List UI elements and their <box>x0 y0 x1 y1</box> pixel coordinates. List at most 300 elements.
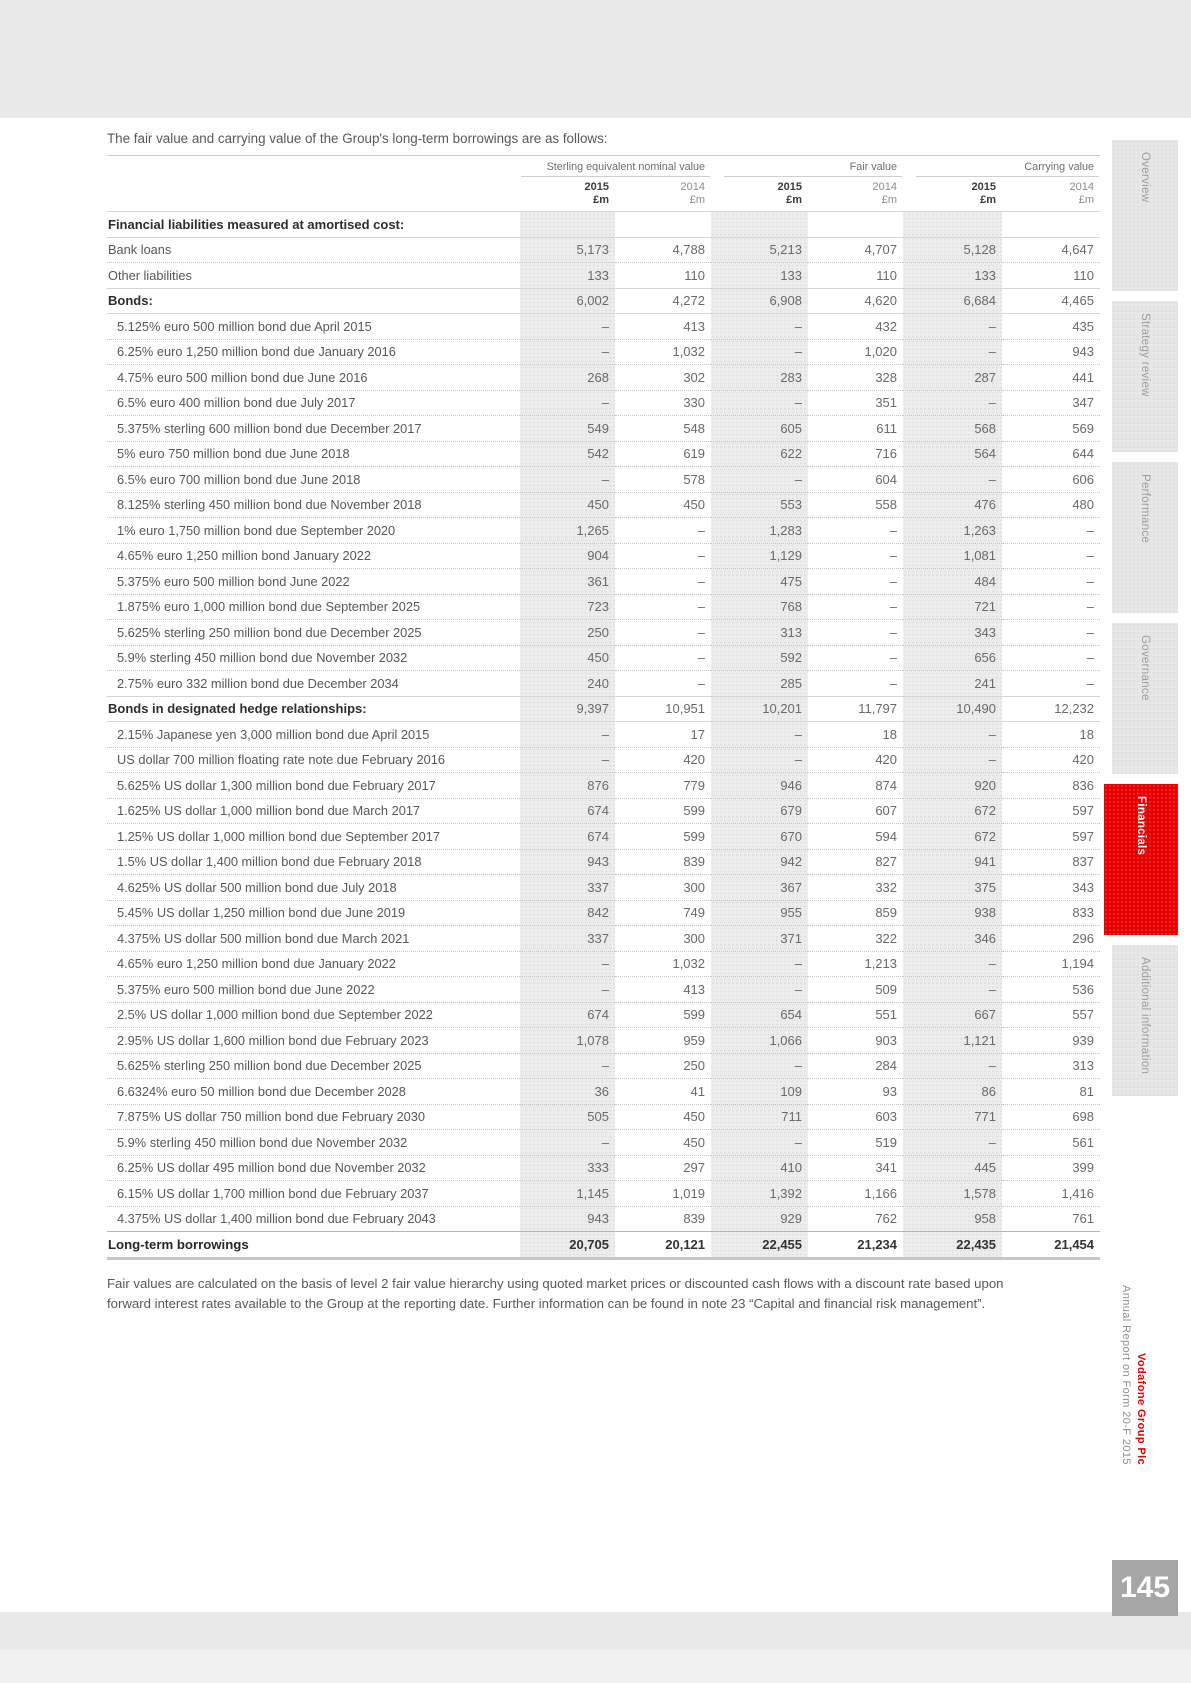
cell-value: 450 <box>615 1130 711 1156</box>
cell-value: – <box>615 543 711 569</box>
cell-value <box>808 212 903 238</box>
cell-value: 12,232 <box>1002 696 1100 722</box>
table-row <box>107 951 1100 977</box>
cell-value: – <box>711 1053 808 1079</box>
table-row <box>107 543 1100 569</box>
row-label: 5.375% euro 500 million bond June 2022 <box>107 569 520 595</box>
cell-value: 11,797 <box>808 696 903 722</box>
cell-value: 942 <box>711 849 808 875</box>
row-label: 2.95% US dollar 1,600 million bond due February 2023 <box>107 1028 520 1054</box>
cell-value: 599 <box>615 1002 711 1028</box>
cell-value: 450 <box>615 492 711 518</box>
cell-value: 943 <box>520 1206 615 1232</box>
row-label: 1.625% US dollar 1,000 million bond due March 2017 <box>107 798 520 824</box>
page-number-badge <box>1112 1560 1178 1616</box>
cell-value: – <box>1002 620 1100 646</box>
cell-value: 557 <box>1002 1002 1100 1028</box>
cell-value <box>903 212 1002 238</box>
cell-value: 827 <box>808 849 903 875</box>
row-label: 4.375% US dollar 1,400 million bond due February 2043 <box>117 1211 436 1227</box>
row-label: Long-term borrowings <box>107 1232 520 1259</box>
row-label: 5.625% sterling 250 million bond due December 2025 <box>107 620 520 646</box>
cell-value: 283 <box>711 365 808 391</box>
cell-value: 842 <box>520 900 615 926</box>
tab-additional-information <box>1112 945 1178 1096</box>
cell-value: 779 <box>615 773 711 799</box>
cell-value <box>520 212 615 238</box>
cell-value: 337 <box>520 926 615 952</box>
cell-value: 20,705 <box>520 1232 615 1259</box>
row-label: 8.125% sterling 450 million bond due November 2018 <box>107 492 520 518</box>
tab-label: Strategy review <box>1139 313 1151 397</box>
row-label: 2.15% Japanese yen 3,000 million bond due April 2015 <box>107 722 520 748</box>
cell-value: – <box>808 645 903 671</box>
cell-value: – <box>711 747 808 773</box>
table-row <box>107 416 1100 442</box>
cell-value: 721 <box>903 594 1002 620</box>
row-label: Other liabilities <box>107 263 520 289</box>
cell-value: 333 <box>520 1155 615 1181</box>
cell-value: 874 <box>808 773 903 799</box>
cell-value: 551 <box>808 1002 903 1028</box>
cell-value: 296 <box>1002 926 1100 952</box>
cell-value: – <box>1002 645 1100 671</box>
cell-value: 4,788 <box>615 237 711 263</box>
cell-value: 604 <box>808 467 903 493</box>
table-row <box>107 1104 1100 1130</box>
cell-value: 1,032 <box>615 951 711 977</box>
cell-value: 133 <box>520 263 615 289</box>
cell-value: 322 <box>808 926 903 952</box>
cell-value: 839 <box>615 849 711 875</box>
tab-financials <box>1104 784 1178 935</box>
cell-value: 4,272 <box>615 288 711 314</box>
cell-value: 4,465 <box>1002 288 1100 314</box>
cell-value: 611 <box>808 416 903 442</box>
cell-value: 21,234 <box>808 1232 903 1259</box>
table-row <box>107 288 1100 314</box>
cell-value: 268 <box>520 365 615 391</box>
year-header: 2015 £m <box>903 178 1002 212</box>
cell-value: – <box>903 722 1002 748</box>
cell-value: – <box>903 339 1002 365</box>
cell-value: 22,435 <box>903 1232 1002 1259</box>
table-row <box>107 492 1100 518</box>
cell-value: 558 <box>808 492 903 518</box>
cell-value: – <box>808 569 903 595</box>
cell-value: 6,002 <box>520 288 615 314</box>
cell-value: 837 <box>1002 849 1100 875</box>
group-header-label: Carrying value <box>916 157 1099 177</box>
table-row <box>107 1053 1100 1079</box>
row-label: 4.65% euro 1,250 million bond January 2022 <box>107 543 520 569</box>
cell-value: 1,121 <box>903 1028 1002 1054</box>
cell-value: 410 <box>711 1155 808 1181</box>
cell-value: – <box>615 645 711 671</box>
cell-value: 133 <box>711 263 808 289</box>
row-label: 2.75% euro 332 million bond due December 2034 <box>107 671 520 697</box>
cell-value: 343 <box>1002 875 1100 901</box>
cell-value: 505 <box>520 1104 615 1130</box>
table-row <box>107 926 1100 952</box>
cell-value: 10,951 <box>615 696 711 722</box>
row-label: 5.125% euro 500 million bond due April 2015 <box>107 314 520 340</box>
cell-value: 606 <box>1002 467 1100 493</box>
cell-value: – <box>520 339 615 365</box>
cell-value: 592 <box>711 645 808 671</box>
table-row <box>107 1232 1100 1259</box>
cell-value: 622 <box>711 441 808 467</box>
cell-value: 578 <box>615 467 711 493</box>
cell-value: 674 <box>520 1002 615 1028</box>
cell-value: – <box>520 977 615 1003</box>
cell-value: 86 <box>903 1079 1002 1105</box>
cell-value: 9,397 <box>520 696 615 722</box>
group-header-fair-value <box>711 156 903 179</box>
cell-value: 5,128 <box>903 237 1002 263</box>
cell-value: – <box>520 747 615 773</box>
cell-value: 943 <box>1002 339 1100 365</box>
cell-value: 420 <box>1002 747 1100 773</box>
table-row <box>107 441 1100 467</box>
cell-value: 564 <box>903 441 1002 467</box>
row-label: Bonds: <box>107 288 520 314</box>
cell-value: 20,121 <box>615 1232 711 1259</box>
year-header-row <box>107 178 1100 212</box>
footnote-text: Fair values are calculated on the basis of level 2 fair value hierarchy using quoted market prices or discounted cash flows with a discount rate based upon forward interest rates available to the Group at the reporting date. Further information can be found in note 23 “Capital and financial risk management”. <box>107 1275 1004 1312</box>
cell-value: 943 <box>520 849 615 875</box>
row-label: Bonds in designated hedge relationships: <box>107 696 520 722</box>
cell-value: 475 <box>711 569 808 595</box>
row-label: 1.875% euro 1,000 million bond due September 2025 <box>107 594 520 620</box>
tab-label: Governance <box>1139 635 1151 701</box>
cell-value: 536 <box>1002 977 1100 1003</box>
cell-value: 6,908 <box>711 288 808 314</box>
row-label: 6.15% US dollar 1,700 million bond due February 2037 <box>107 1181 520 1207</box>
table-row <box>107 339 1100 365</box>
row-label: 2.5% US dollar 1,000 million bond due September 2022 <box>107 1002 520 1028</box>
table-row <box>107 900 1100 926</box>
cell-value: – <box>615 671 711 697</box>
row-label: Financial liabilities measured at amortised cost: <box>107 212 520 238</box>
cell-value: 672 <box>903 798 1002 824</box>
table-row <box>107 518 1100 544</box>
cell-value: – <box>615 518 711 544</box>
cell-value: 597 <box>1002 824 1100 850</box>
cell-value: 605 <box>711 416 808 442</box>
cell-value: 480 <box>1002 492 1100 518</box>
cell-value: 420 <box>615 747 711 773</box>
table-row <box>107 671 1100 697</box>
cell-value: 450 <box>615 1104 711 1130</box>
cell-value: 1,265 <box>520 518 615 544</box>
table-row <box>107 977 1100 1003</box>
borrowings-table-body <box>107 212 1100 1259</box>
page-number: 145 <box>1119 1571 1171 1604</box>
cell-value: 619 <box>615 441 711 467</box>
cell-value: 599 <box>615 824 711 850</box>
cell-value: – <box>711 977 808 1003</box>
cell-value: 519 <box>808 1130 903 1156</box>
cell-value: 284 <box>808 1053 903 1079</box>
cell-value: – <box>808 518 903 544</box>
cell-value: 833 <box>1002 900 1100 926</box>
year-header: 2014 £m <box>808 178 903 212</box>
cell-value: 367 <box>711 875 808 901</box>
cell-value: 18 <box>1002 722 1100 748</box>
cell-value: 929 <box>711 1206 808 1232</box>
cell-value: 81 <box>1002 1079 1100 1105</box>
row-label: 4.75% euro 500 million bond due June 2016 <box>107 365 520 391</box>
table-row <box>107 798 1100 824</box>
cell-value: 93 <box>808 1079 903 1105</box>
cell-value: 241 <box>903 671 1002 697</box>
group-header-label: Fair value <box>724 157 902 177</box>
table-row <box>107 1028 1100 1054</box>
row-label: 6.5% euro 400 million bond due July 2017 <box>107 390 520 416</box>
cell-value: 654 <box>711 1002 808 1028</box>
year-header: 2015 £m <box>711 178 808 212</box>
cell-value: 399 <box>1002 1155 1100 1181</box>
cell-value: – <box>903 1130 1002 1156</box>
empty-header <box>107 178 520 212</box>
cell-value: 484 <box>903 569 1002 595</box>
row-label: Bank loans <box>107 237 520 263</box>
cell-value: – <box>903 314 1002 340</box>
table-row <box>107 212 1100 238</box>
cell-value: 133 <box>903 263 1002 289</box>
cell-value: 1,283 <box>711 518 808 544</box>
bottom-band-light <box>0 1650 1191 1683</box>
cell-value: 670 <box>711 824 808 850</box>
cell-value: 903 <box>808 1028 903 1054</box>
cell-value: – <box>711 314 808 340</box>
cell-value: 450 <box>520 492 615 518</box>
cell-value: 10,490 <box>903 696 1002 722</box>
cell-value: 1,416 <box>1002 1181 1100 1207</box>
row-label: 5% euro 750 million bond due June 2018 <box>107 441 520 467</box>
cell-value: 441 <box>1002 365 1100 391</box>
cell-value: – <box>520 951 615 977</box>
cell-value: 1,129 <box>711 543 808 569</box>
cell-value: – <box>520 314 615 340</box>
cell-value: 5,173 <box>520 237 615 263</box>
cell-value: 674 <box>520 824 615 850</box>
row-label: 4.65% euro 1,250 million bond due January 2022 <box>107 951 520 977</box>
cell-value: 679 <box>711 798 808 824</box>
tab-label: Additional information <box>1139 957 1151 1075</box>
tab-governance <box>1112 623 1178 774</box>
cell-value: 542 <box>520 441 615 467</box>
cell-value: 1,392 <box>711 1181 808 1207</box>
cell-value: 698 <box>1002 1104 1100 1130</box>
brand-name-vertical: Vodafone Group Plc <box>1135 1352 1147 1465</box>
table-row <box>107 569 1100 595</box>
main-content <box>107 131 1100 1328</box>
table-row <box>107 467 1100 493</box>
cell-value: 351 <box>808 390 903 416</box>
cell-value: 413 <box>615 314 711 340</box>
cell-value: 1,081 <box>903 543 1002 569</box>
cell-value: 768 <box>711 594 808 620</box>
cell-value: 549 <box>520 416 615 442</box>
cell-value: 762 <box>875 1211 898 1227</box>
cell-value: 476 <box>903 492 1002 518</box>
cell-value: 343 <box>903 620 1002 646</box>
cell-value: 1,578 <box>903 1181 1002 1207</box>
table-row <box>107 1002 1100 1028</box>
tab-label: Financials <box>1135 796 1147 856</box>
cell-value: 240 <box>520 671 615 697</box>
cell-value: 1,078 <box>520 1028 615 1054</box>
vertical-footer <box>1120 1280 1147 1465</box>
cell-value: – <box>903 951 1002 977</box>
row-label: 5.9% sterling 450 million bond due November 2032 <box>107 1130 520 1156</box>
cell-value: 958 <box>903 1206 1002 1232</box>
cell-value: 22,455 <box>711 1232 808 1259</box>
cell-value: 300 <box>615 926 711 952</box>
cell-value: 569 <box>1002 416 1100 442</box>
table-row <box>107 1079 1100 1105</box>
cell-value: 330 <box>615 390 711 416</box>
cell-value: 656 <box>903 645 1002 671</box>
cell-value: 4,620 <box>808 288 903 314</box>
table-row <box>107 390 1100 416</box>
cell-value: 5,213 <box>711 237 808 263</box>
cell-value: 110 <box>615 263 711 289</box>
table-row <box>107 237 1100 263</box>
table-row <box>107 263 1100 289</box>
cell-value: 859 <box>808 900 903 926</box>
cell-value: – <box>903 977 1002 1003</box>
cell-value: 568 <box>903 416 1002 442</box>
cell-value: 250 <box>615 1053 711 1079</box>
cell-value: 1,166 <box>808 1181 903 1207</box>
cell-value: 1,213 <box>808 951 903 977</box>
cell-value: 6,684 <box>903 288 1002 314</box>
empty-header <box>107 156 520 179</box>
cell-value: 771 <box>903 1104 1002 1130</box>
cell-value: 332 <box>808 875 903 901</box>
table-row <box>107 645 1100 671</box>
row-label: 6.25% euro 1,250 million bond due January 2016 <box>107 339 520 365</box>
row-label: 6.5% euro 700 million bond due June 2018 <box>107 467 520 493</box>
cell-value: 959 <box>615 1028 711 1054</box>
row-label: 1.25% US dollar 1,000 million bond due September 2017 <box>107 824 520 850</box>
table-row <box>107 696 1100 722</box>
table-row <box>107 314 1100 340</box>
cell-value: 1,019 <box>615 1181 711 1207</box>
cell-value: 509 <box>808 977 903 1003</box>
cell-value: – <box>520 1130 615 1156</box>
cell-value: 672 <box>903 824 1002 850</box>
tab-strategy-review <box>1112 301 1178 452</box>
row-label: 4.375% US dollar 500 million bond due March 2021 <box>107 926 520 952</box>
cell-value: 1,194 <box>1002 951 1100 977</box>
cell-value: 4,647 <box>1002 237 1100 263</box>
cell-value: 328 <box>808 365 903 391</box>
cell-value: 313 <box>1002 1053 1100 1079</box>
year-header: 2014 £m <box>615 178 711 212</box>
row-label: 6.25% US dollar 495 million bond due November 2032 <box>107 1155 520 1181</box>
row-label: 1.5% US dollar 1,400 million bond due February 2018 <box>107 849 520 875</box>
cell-value: 375 <box>903 875 1002 901</box>
year-header: 2015 £m <box>520 178 615 212</box>
cell-value <box>1002 212 1100 238</box>
cell-value: – <box>615 569 711 595</box>
cell-value: 21,454 <box>1002 1232 1100 1259</box>
cell-value: 36 <box>520 1079 615 1105</box>
cell-value <box>711 212 808 238</box>
cell-value: 313 <box>711 620 808 646</box>
cell-value: – <box>711 951 808 977</box>
row-label: 4.625% US dollar 500 million bond due July 2018 <box>107 875 520 901</box>
cell-value: – <box>711 722 808 748</box>
cell-value: 41 <box>615 1079 711 1105</box>
intro-text: The fair value and carrying value of the Group's long-term borrowings are as follows: <box>107 131 608 146</box>
cell-value: 607 <box>808 798 903 824</box>
table-row <box>107 365 1100 391</box>
cell-value: – <box>1002 671 1100 697</box>
cell-value: 361 <box>520 569 615 595</box>
row-label: 6.6324% euro 50 million bond due December 2028 <box>107 1079 520 1105</box>
cell-value: – <box>808 543 903 569</box>
cell-value: 337 <box>520 875 615 901</box>
cell-value: 839 <box>683 1211 706 1227</box>
cell-value: 599 <box>615 798 711 824</box>
cell-value: 346 <box>903 926 1002 952</box>
cell-value: 716 <box>808 441 903 467</box>
row-label: 1% euro 1,750 million bond due September 2020 <box>107 518 520 544</box>
cell-value: – <box>903 747 1002 773</box>
cell-value: 413 <box>615 977 711 1003</box>
cell-value: 946 <box>711 773 808 799</box>
cell-value: 110 <box>808 263 903 289</box>
row-label: 5.625% US dollar 1,300 million bond due February 2017 <box>107 773 520 799</box>
table-row <box>107 620 1100 646</box>
cell-value: 1,263 <box>903 518 1002 544</box>
cell-value: 1,145 <box>520 1181 615 1207</box>
cell-value: 955 <box>711 900 808 926</box>
cell-value: 17 <box>615 722 711 748</box>
cell-value: 18 <box>808 722 903 748</box>
table-row <box>107 1206 1100 1232</box>
table-row <box>107 773 1100 799</box>
table-row <box>107 1155 1100 1181</box>
cell-value: 667 <box>903 1002 1002 1028</box>
row-label: 5.9% sterling 450 million bond due November 2032 <box>107 645 520 671</box>
cell-value: – <box>1002 543 1100 569</box>
cell-value: 723 <box>520 594 615 620</box>
cell-value: 347 <box>1002 390 1100 416</box>
cell-value: 561 <box>1002 1130 1100 1156</box>
cell-value: – <box>711 390 808 416</box>
cell-value: 432 <box>808 314 903 340</box>
cell-value: 300 <box>615 875 711 901</box>
cell-value: 4,707 <box>808 237 903 263</box>
table-row <box>107 1181 1100 1207</box>
cell-value: – <box>615 594 711 620</box>
column-group-header-row <box>107 156 1100 179</box>
cell-value: 285 <box>711 671 808 697</box>
group-header-carrying-value <box>903 156 1100 179</box>
cell-value: 644 <box>1002 441 1100 467</box>
report-title-vertical: Annual Report on Form 20-F 2015 <box>1120 1285 1132 1465</box>
row-label: 5.375% euro 500 million bond due June 2022 <box>107 977 520 1003</box>
cell-value: 749 <box>615 900 711 926</box>
bottom-band <box>0 1612 1191 1650</box>
cell-value: 761 <box>1072 1211 1095 1227</box>
